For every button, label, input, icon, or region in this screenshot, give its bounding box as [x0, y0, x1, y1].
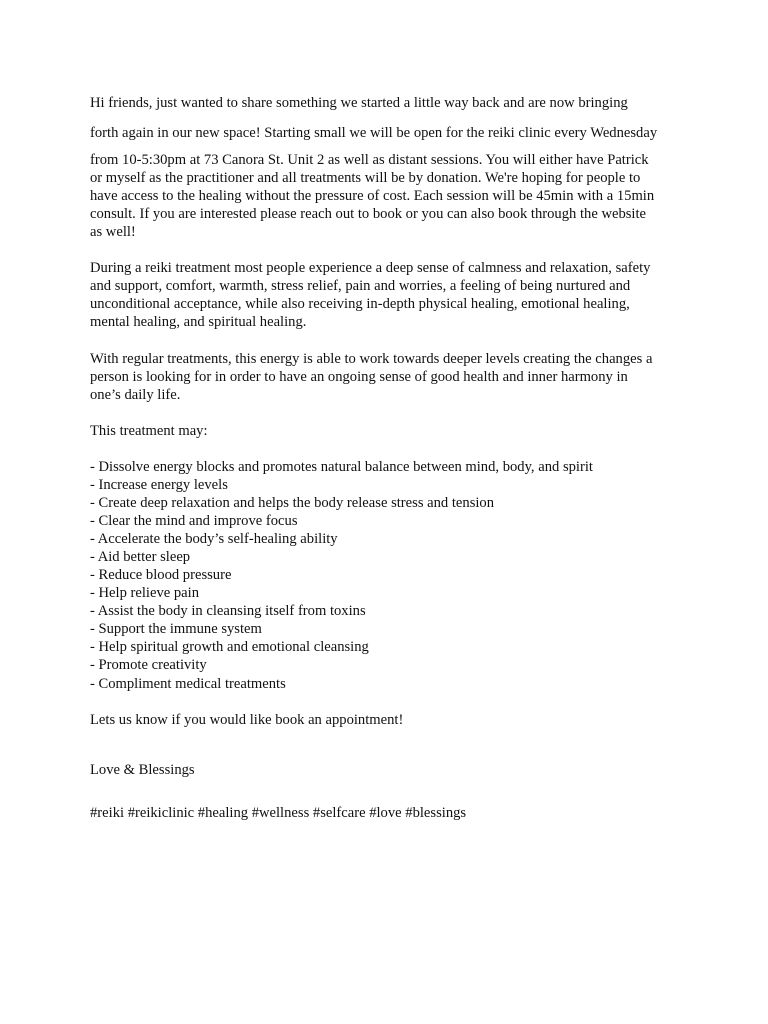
benefit-item: - Support the immune system: [90, 621, 262, 637]
benefit-item: - Accelerate the body’s self-healing ability: [90, 531, 338, 547]
intro-line: as well!: [90, 224, 136, 240]
regular-line: With regular treatments, this energy is able to work towards deeper levels creating the changes a: [90, 351, 653, 367]
benefits-heading: This treatment may:: [90, 423, 208, 439]
benefit-item: - Reduce blood pressure: [90, 567, 232, 583]
benefit-item: - Create deep relaxation and helps the body release stress and tension: [90, 495, 495, 511]
intro-line: from 10-5:30pm at 73 Canora St. Unit 2 as well as distant sessions. You will either have Patrick: [90, 152, 649, 168]
regular-line: person is looking for in order to have an ongoing sense of good health and inner harmony in: [90, 369, 628, 385]
experience-line: During a reiki treatment most people experience a deep sense of calmness and relaxation, safety: [90, 260, 651, 276]
booking-line: Lets us know if you would like book an appointment!: [90, 712, 404, 728]
intro-line: forth again in our new space! Starting small we will be open for the reiki clinic every Wednesday: [90, 125, 658, 141]
benefit-item: - Assist the body in cleansing itself from toxins: [90, 603, 366, 619]
benefit-item: - Dissolve energy blocks and promotes natural balance between mind, body, and spirit: [90, 459, 593, 475]
intro-line: consult. If you are interested please reach out to book or you can also book through the website: [90, 206, 647, 222]
regular-line: one’s daily life.: [90, 387, 181, 403]
benefit-item: - Compliment medical treatments: [90, 676, 286, 692]
benefit-item: - Help spiritual growth and emotional cleansing: [90, 639, 369, 655]
intro-line: have access to the healing without the pressure of cost. Each session will be 45min with a 15min: [90, 188, 655, 204]
benefit-item: - Help relieve pain: [90, 585, 199, 601]
intro-line: or myself as the practitioner and all treatments will be by donation. We're hoping for people to: [90, 170, 641, 186]
benefit-item: - Aid better sleep: [90, 549, 191, 565]
benefit-item: - Clear the mind and improve focus: [90, 513, 298, 529]
benefit-item: - Increase energy levels: [90, 477, 228, 493]
experience-line: mental healing, and spiritual healing.: [90, 314, 307, 330]
signoff: Love & Blessings: [90, 762, 195, 778]
benefit-item: - Promote creativity: [90, 657, 207, 673]
intro-line: Hi friends, just wanted to share something we started a little way back and are now bringing: [90, 95, 628, 111]
hashtags: #reiki #reikiclinic #healing #wellness #selfcare #love #blessings: [90, 805, 467, 821]
experience-line: and support, comfort, warmth, stress relief, pain and worries, a feeling of being nurtured and: [90, 278, 631, 294]
experience-line: unconditional acceptance, while also receiving in-depth physical healing, emotional healing,: [90, 296, 630, 312]
